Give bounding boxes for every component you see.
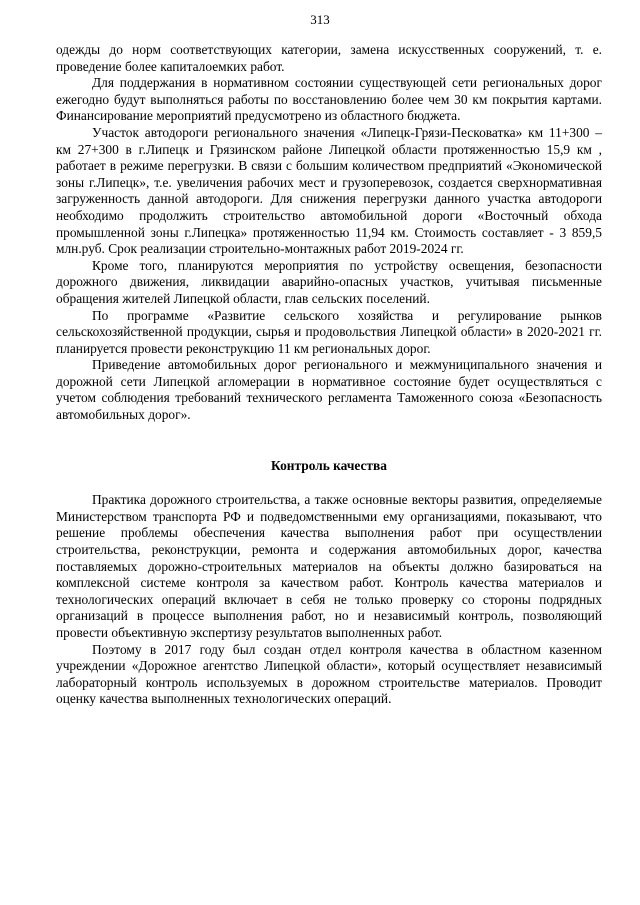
page-number: 313 (310, 12, 330, 27)
paragraph: Кроме того, планируются мероприятия по устройству освещения, безопасности дорожного движения, ликвидации аварийно-опасных участков, учитывая письменные обращения жителей Липецкой области, глав сельских поселений. (56, 257, 602, 306)
paragraph: По программе «Развитие сельского хозяйства и регулирование рынков сельскохозяйственной продукции, сырья и продовольствия Липецкой области» в 2020-2021 гг. планируется провести реконструкцию 11 км региональных дорог. (56, 307, 602, 356)
paragraph: Приведение автомобильных дорог регионального и межмуниципального значения и дорожной сети Липецкой агломерации в нормативное состояние будет осуществляться с учетом соблюдения требований технического регламента Таможенного союза «Безопасность автомобильных дорог». (56, 357, 602, 423)
paragraph: Поэтому в 2017 году был создан отдел контроля качества в областном казенном учреждении «Дорожное агентство Липецкой области», который осуществляет независимый лабораторный контроль используемых в дорожном строительстве материалов. Проводит оценку качества выполненных технологических операций. (56, 641, 602, 707)
paragraph: Для поддержания в нормативном состоянии существующей сети региональных дорог ежегодно будут выполняться работы по восстановлению более чем 30 км покрытия картами. Финансирование мероприятий предусмотрено из областного бюджета. (56, 75, 602, 124)
paragraph: Практика дорожного строительства, а также основные векторы развития, определяемые Министерством транспорта РФ и подведомственными ему организациями, показывают, что решение проблемы обеспечения качества выполнения работ при осуществлении строительства, реконструкции, ремонта и содержания автомобильных дорог, качества поставляемых дорожно-строительных материалов на объекты должно базироваться на комплексной системе контроля за качеством работ. Контроль качества материалов и технологических операций включает в себя не только проверку со стороны подрядных организаций в процессе выполнения работ, но и независимый контроль, позволяющий провести объективную экспертизу результатов выполненных работ. (56, 492, 602, 640)
section-title: Контроль качества (271, 457, 387, 473)
paragraph: Участок автодороги регионального значения «Липецк-Грязи-Песковатка» км 11+300 – км 27+300 в г.Липецк и Грязинском районе Липецкой области протяженностью 15,9 км , работает в режиме перегрузки. В связи с большим количеством предприятий «Экономической зоны г.Липецк», т.е. увеличения рабочих мест и грузоперевозок, создается сверхнормативная загруженность данной автодороги. Для снижения перегрузки данного участка автодороги необходимо продолжить строительство автомобильной дороги «Восточный обхода промышленной зоны г.Липецка» протяженностью 11,94 км. Стоимость составляет - 3 859,5 млн.руб. Срок реализации строительно-монтажных работ 2019-2024 гг. (56, 124, 602, 257)
paragraph-continuation: одежды до норм соответствующих категории, замена искусственных сооружений, т. е. проведение более капиталоемких работ. (56, 42, 602, 74)
document-body (56, 42, 602, 708)
